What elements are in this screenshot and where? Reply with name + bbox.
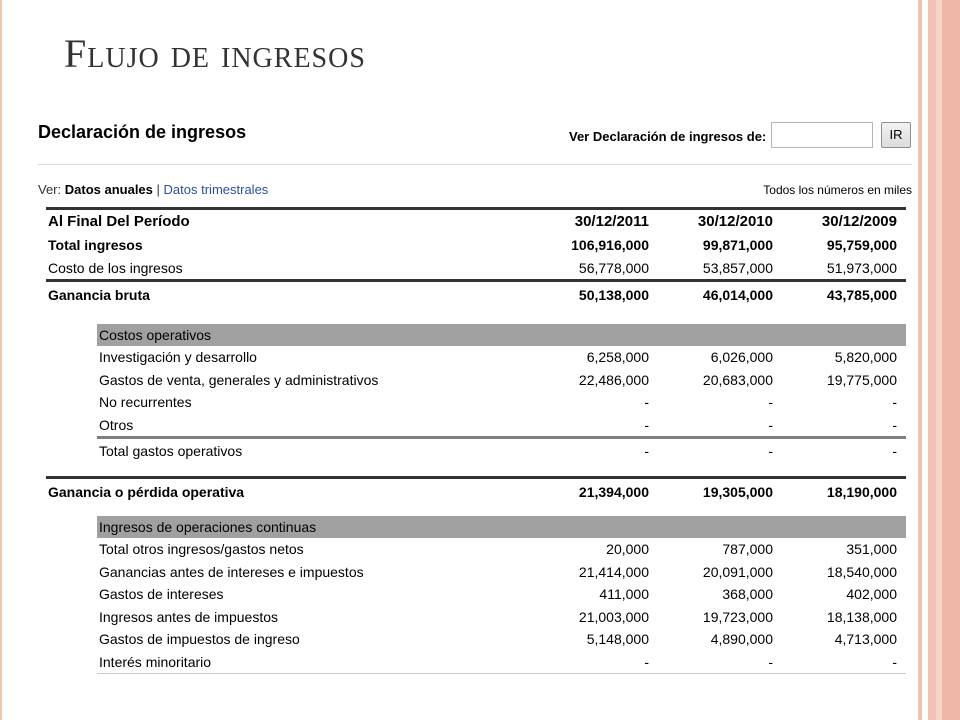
row-label: Otros [99, 416, 134, 433]
cell-value: 21,003,000 [578, 608, 649, 625]
cell-value: - [768, 443, 773, 459]
row-label: Interés minoritario [99, 653, 212, 670]
row-label: Total gastos operativos [99, 443, 243, 459]
cell-value: - [892, 394, 897, 410]
cell-value: - [768, 416, 773, 433]
spacer [46, 308, 906, 324]
divider [38, 164, 912, 165]
cell-value: - [768, 394, 773, 410]
cell-value: 4,890,000 [710, 631, 773, 647]
rule [97, 673, 906, 674]
cell-value: 351,000 [846, 541, 897, 557]
income-table [46, 207, 906, 674]
table-row [46, 479, 906, 505]
table-row [46, 414, 906, 437]
units-note: Todos los números en miles [763, 183, 912, 197]
quarterly-data-link[interactable]: Datos trimestrales [163, 182, 269, 197]
row-label: Gastos de venta, generales y administrativos [99, 371, 379, 388]
cell-value: 6,026,000 [710, 349, 773, 365]
section-label: Costos operativos [99, 327, 212, 343]
cell-value: 50,138,000 [578, 287, 649, 303]
table-row [46, 439, 906, 464]
column-date: 30/12/2009 [821, 213, 897, 230]
cell-value: 56,778,000 [578, 259, 649, 276]
view-separator: | [156, 182, 160, 197]
table-row [46, 346, 906, 369]
column-date: 30/12/2011 [574, 213, 649, 230]
section-header-continuing [97, 516, 906, 538]
view-prefix: Ver: [38, 182, 62, 197]
period-selector [38, 182, 912, 200]
row-label: Ganancia o pérdida operativa [48, 484, 245, 500]
row-label: Ingresos antes de impuestos [99, 608, 278, 625]
cell-value: 368,000 [722, 586, 773, 602]
ticker-search-input[interactable] [771, 122, 873, 148]
table-row [46, 651, 906, 674]
table-row [46, 369, 906, 392]
table-row [46, 391, 906, 414]
cell-value: 19,723,000 [702, 608, 773, 625]
income-statement-panel [38, 118, 912, 670]
cell-value: 6,258,000 [586, 349, 649, 365]
cell-value: 18,540,000 [826, 563, 897, 580]
cell-value: 18,190,000 [826, 484, 897, 500]
cell-value: 20,091,000 [702, 563, 773, 580]
cell-value: 19,775,000 [826, 371, 897, 388]
table-row [46, 628, 906, 651]
cell-value: 5,148,000 [586, 631, 649, 647]
cell-value: 5,820,000 [834, 349, 897, 365]
decor-stripe [928, 0, 936, 720]
table-row [46, 234, 906, 257]
header-label: Al Final Del Período [48, 213, 190, 230]
cell-value: 21,414,000 [578, 563, 649, 580]
spacer [46, 505, 906, 516]
cell-value: 4,713,000 [834, 631, 897, 647]
table-header-row [46, 210, 906, 234]
cell-value: 411,000 [599, 586, 649, 602]
table-row [46, 282, 906, 308]
table-row [46, 583, 906, 606]
cell-value: 402,000 [846, 586, 897, 602]
cell-value: - [644, 443, 649, 459]
spacer [46, 464, 906, 476]
section-label: Ingresos de operaciones continuas [99, 519, 317, 535]
row-label: No recurrentes [99, 394, 192, 410]
cell-value: 21,394,000 [578, 484, 649, 500]
row-label: Costo de los ingresos [48, 259, 183, 276]
table-row [46, 606, 906, 629]
cell-value: 53,857,000 [702, 259, 773, 276]
table-row [46, 538, 906, 561]
go-button[interactable]: IR [881, 122, 911, 148]
cell-value: - [644, 653, 649, 670]
cell-value: 20,000 [606, 541, 649, 557]
slide-title: Flujo de ingresos [64, 31, 366, 76]
cell-value: - [644, 394, 649, 410]
row-label: Total otros ingresos/gastos netos [99, 541, 304, 557]
cell-value: 106,916,000 [571, 237, 649, 253]
cell-value: 46,014,000 [702, 287, 773, 303]
column-date: 30/12/2010 [697, 213, 773, 230]
table-row [46, 257, 906, 280]
row-label: Ganancia bruta [48, 287, 150, 303]
cell-value: 22,486,000 [578, 371, 649, 388]
left-border [0, 0, 2, 720]
table-row [46, 561, 906, 584]
cell-value: - [644, 416, 649, 433]
row-label: Investigación y desarrollo [99, 349, 257, 365]
annual-data-tab[interactable]: Datos anuales [64, 182, 153, 197]
decor-stripe [942, 0, 960, 720]
panel-title: Declaración de ingresos [38, 122, 247, 142]
row-label: Gastos de intereses [99, 586, 224, 602]
search-label: Ver Declaración de ingresos de: [569, 129, 767, 144]
section-header-opex [97, 324, 906, 346]
cell-value: 20,683,000 [702, 371, 773, 388]
panel-header [38, 118, 912, 156]
cell-value: 99,871,000 [702, 237, 773, 253]
row-label: Gastos de impuestos de ingreso [99, 631, 300, 647]
cell-value: 787,000 [722, 541, 773, 557]
cell-value: 18,138,000 [826, 608, 897, 625]
cell-value: 51,973,000 [826, 259, 897, 276]
cell-value: - [892, 443, 897, 459]
cell-value: - [892, 653, 897, 670]
cell-value: - [892, 416, 897, 433]
cell-value: 43,785,000 [826, 287, 897, 303]
row-label: Total ingresos [48, 237, 143, 253]
row-label: Ganancias antes de intereses e impuestos [99, 563, 364, 580]
cell-value: - [768, 653, 773, 670]
cell-value: 19,305,000 [702, 484, 773, 500]
cell-value: 95,759,000 [826, 237, 897, 253]
